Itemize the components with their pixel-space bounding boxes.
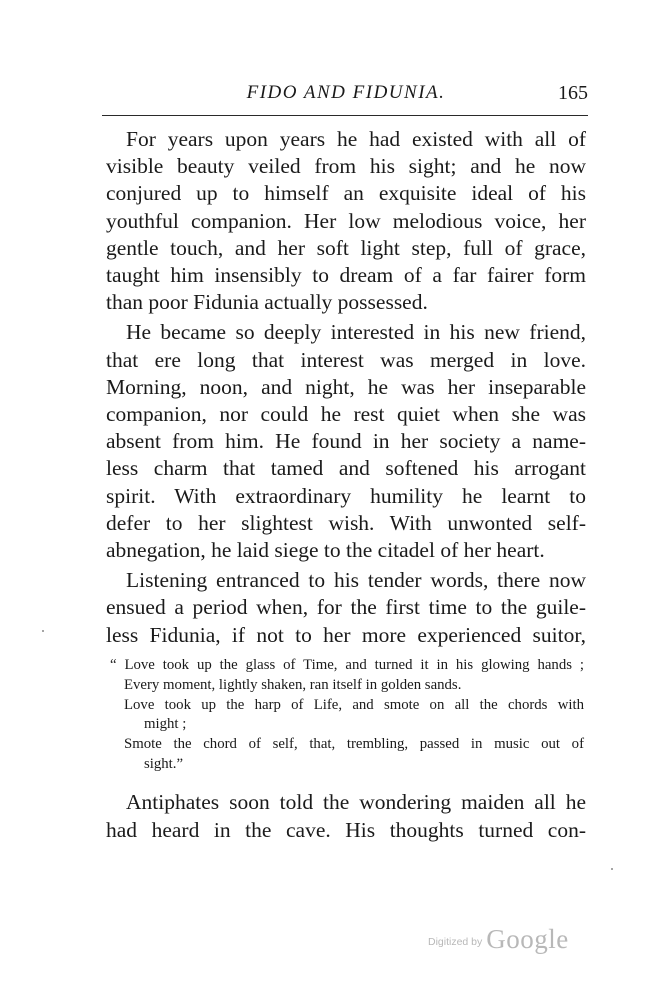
header-rule xyxy=(102,115,588,116)
text-line: had heard in the cave. His thoughts turned con- xyxy=(106,817,586,842)
running-head xyxy=(100,82,592,112)
text-line: conjured up to himself an exquisite ideal of his xyxy=(106,181,586,206)
text-line: than poor Fidunia actually possessed. xyxy=(106,290,428,315)
verse-line: might ; xyxy=(144,716,187,733)
text-line: spirit. With extraordinary humility he learnt to xyxy=(106,483,586,508)
verse-line: “ Love took up the glass of Time, and turned it in his glowing hands ; xyxy=(110,657,584,673)
text-line: Morning, noon, and night, he was her inseparable xyxy=(106,374,586,399)
text-line: that ere long that interest was merged in love. xyxy=(106,347,586,372)
verse-line: Love took up the harp of Life, and smote on all the chords with xyxy=(124,696,584,713)
text-line: Antiphates soon told the wondering maiden all he xyxy=(126,790,586,814)
text-line: Listening entranced to his tender words, there now xyxy=(126,568,586,593)
verse-quotation xyxy=(110,656,584,775)
text-line: He became so deeply interested in his new friend, xyxy=(126,320,586,345)
text-line: gentle touch, and her soft light step, full of grace, xyxy=(106,235,586,260)
text-line: taught him insensibly to dream of a far fairer form xyxy=(106,263,586,288)
text-line: visible beauty veiled from his sight; and he now xyxy=(106,154,586,179)
paragraph xyxy=(106,319,586,564)
text-line: less Fidunia, if not to her more experienced suitor, xyxy=(106,622,586,647)
verse-line: Every moment, lightly shaken, ran itself in golden sands. xyxy=(124,676,462,693)
text-line: youthful companion. Her low melodious voice, her xyxy=(106,208,586,233)
paper-speck xyxy=(42,630,44,632)
text-line: absent from him. He found in her society a name- xyxy=(106,429,586,454)
text-line: For years upon years he had existed with all of xyxy=(126,127,586,151)
paragraph xyxy=(106,126,586,316)
text-line: defer to her slightest wish. With unwonted self- xyxy=(106,510,586,535)
verse-line: Smote the chord of self, that, trembling, passed in music out of xyxy=(124,736,584,753)
closing-paragraph xyxy=(106,789,586,844)
text-line: less charm that tamed and softened his arrogant xyxy=(106,456,586,481)
page-number: 165 xyxy=(558,82,588,104)
verse-line: sight.” xyxy=(144,755,184,772)
text-line: ensued a period when, for the first time to the guile- xyxy=(106,595,586,620)
running-title: FIDO AND FIDUNIA. xyxy=(246,82,446,103)
paper-speck xyxy=(611,868,613,870)
google-watermark xyxy=(428,924,569,955)
watermark-prefix: Digitized by xyxy=(428,936,483,948)
text-line: abnegation, he laid siege to the citadel of her heart. xyxy=(106,538,545,563)
paragraph xyxy=(106,567,586,649)
body-text xyxy=(106,126,586,652)
text-line: companion, nor could he rest quiet when she was xyxy=(106,402,586,427)
google-logo: Google xyxy=(486,924,569,954)
